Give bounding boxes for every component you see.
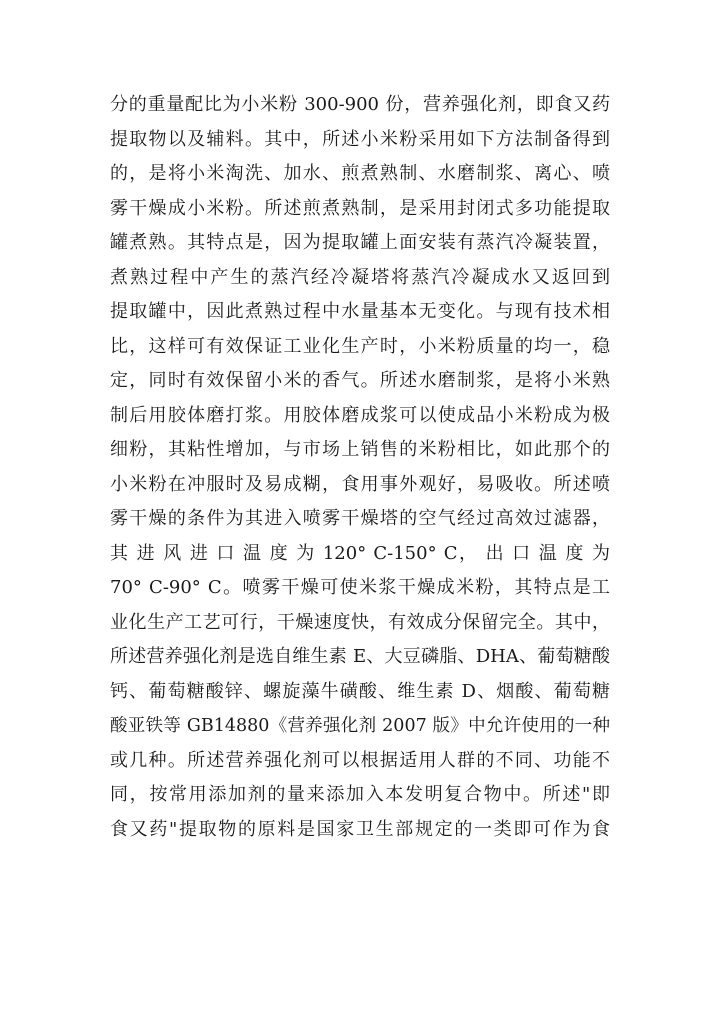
text-line: 比，这样可有效保证工业化生产时，小米粉质量的均一，稳 <box>110 335 610 357</box>
text-line: 业化生产工艺可行，干燥速度快，有效成分保留完全。其中， <box>110 611 610 633</box>
text-line: 所述营养强化剂是选自维生素 E、大豆磷脂、DHA、葡萄糖酸 <box>110 646 610 667</box>
text-line: 其 进 风 进 口 温 度 为 120° C-150° C， 出 口 温 度 为 <box>110 542 610 564</box>
text-line: 罐煮熟。其特点是，因为提取罐上面安装有蒸汽冷凝装置， <box>110 232 610 253</box>
text-line: 酸亚铁等 GB14880《营养强化剂 2007 版》中允许使用的一种 <box>110 716 610 736</box>
text-line: 钙、葡萄糖酸锌、螺旋藻牛磺酸、维生素 D、烟酸、葡萄糖 <box>110 680 610 702</box>
text-line: 定，同时有效保留小米的香气。所述水磨制浆，是将小米熟 <box>110 370 610 391</box>
text-line: 雾干燥的条件为其进入喷雾干燥塔的空气经过高效过滤器， <box>110 508 610 529</box>
text-line: 的，是将小米淘洗、加水、煎煮熟制、水磨制浆、离心、喷 <box>110 163 610 184</box>
text-line: 煮熟过程中产生的蒸汽经冷凝塔将蒸汽冷凝成水又返回到 <box>110 266 610 288</box>
text-line: 食又药"提取物的原料是国家卫生部规定的一类即可作为食 <box>110 818 610 840</box>
text-line: 细粉，其粘性增加，与市场上销售的米粉相比，如此那个的 <box>110 439 610 460</box>
text-line: 提取罐中，因此煮熟过程中水量基本无变化。与现有技术相 <box>110 301 610 322</box>
text-line: 或几种。所述营养强化剂可以根据适用人群的不同、功能不 <box>110 749 610 771</box>
text-line: 70° C-90° C。喷雾干燥可使米浆干燥成米粉，其特点是工 <box>110 577 610 598</box>
text-line: 提取物以及辅料。其中，所述小米粉采用如下方法制备得到 <box>110 128 610 150</box>
text-line: 雾干燥成小米粉。所述煎煮熟制，是采用封闭式多功能提取 <box>110 197 610 219</box>
body-text <box>110 88 610 847</box>
text-line: 小米粉在冲服时及易成糊，食用事外观好，易吸收。所述喷 <box>110 473 610 495</box>
text-line: 分的重量配比为小米粉 300-900 份，营养强化剂，即食又药 <box>110 94 610 115</box>
text-line: 同，按常用添加剂的量来添加入本发明复合物中。所述"即 <box>110 784 610 805</box>
text-line: 制后用胶体磨打浆。用胶体磨成浆可以使成品小米粉成为极 <box>110 404 610 426</box>
